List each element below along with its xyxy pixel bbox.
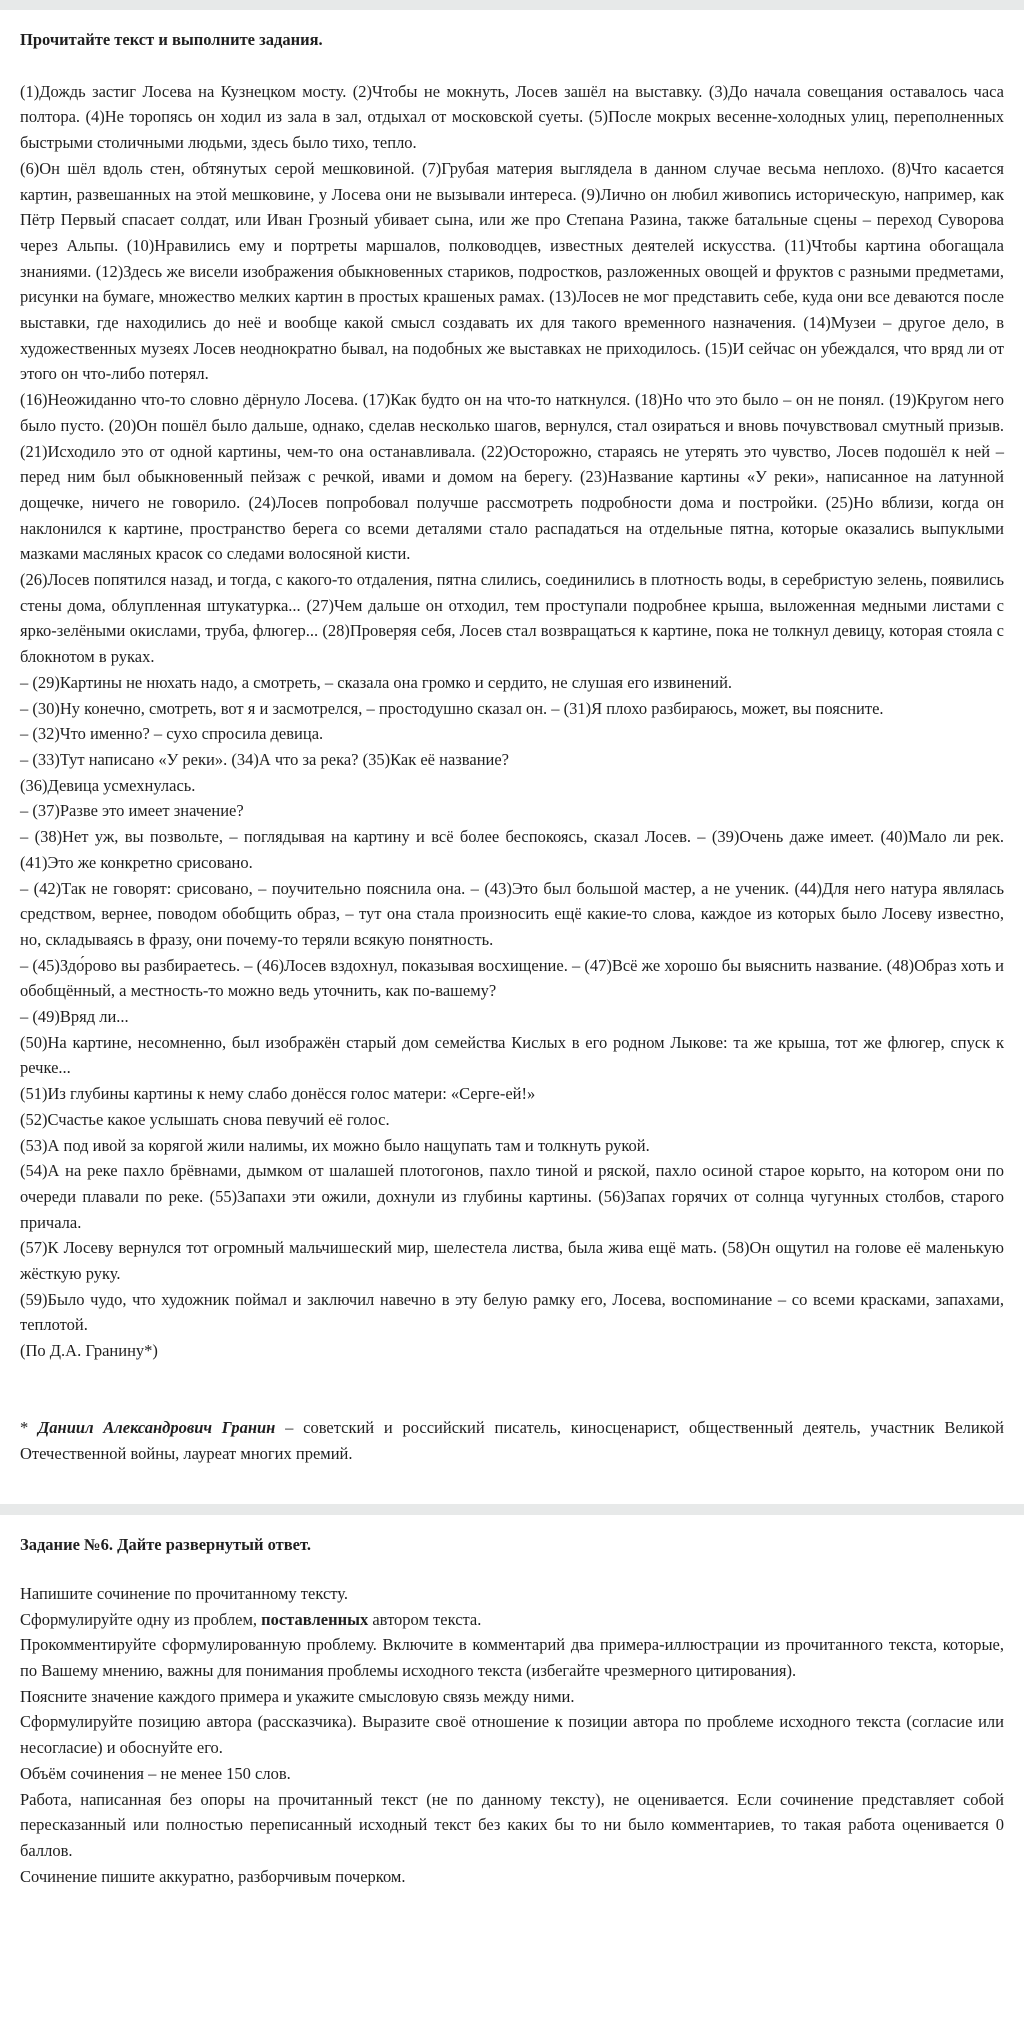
dialogue-line: – (33)Тут написано «У реки». (34)А что за река? (35)Как её название? [20,749,509,769]
formulate-text-before: Сформулируйте одну из проблем, [20,1609,262,1629]
text-paragraph: (54)А на реке пахло брёвнами, дымком от шалашей плотогонов, пахло тиной и ряской, пахло осиной старое корыто, на котором они по очереди плавали по реке. (55)Запахи эти ожили, дохнули из глубины картины. (56)Запах горячих от солнца чугунных столбов, старого причала. [20,1161,1004,1232]
task-heading: Задание №6. Дайте развернутый ответ. [20,1535,311,1555]
dialogue-line: – (30)Ну конечно, смотреть, вот я и засмотрелся, – простодушно сказал он. – (31)Я плохо разбираюсь, может, вы поясните. [20,698,884,718]
dialogue-line: – (49)Вряд ли... [20,1007,129,1027]
text-paragraph: (36)Девица усмехнулась. [20,775,196,795]
formulate-text-after: автором текста. [368,1609,482,1629]
text-paragraph: (50)На картине, несомненно, был изображён старый дом семейства Кислых в его родном Лыкове: та же крыша, тот же флюгер, спуск к речке... [20,1032,1004,1078]
task-instructions [20,1581,1004,1889]
task-line-warning: Работа, написанная без опоры на прочитанный текст (не по данному тексту), не оценивается. Если сочинение представляет собой пересказанный или полностью переписанный исходный текст без каких бы то ни было комментариев, то такая работа оценивается 0 баллов. [20,1789,1004,1860]
reading-text-section [0,10,1024,1504]
dialogue-line: – (37)Разве это имеет значение? [20,801,244,821]
text-paragraph: (57)К Лосеву вернулся тот огромный мальчишеский мир, шелестела листва, была жива ещё мать. (58)Он ощутил на голове её маленькую жёсткую руку. [20,1238,1004,1284]
text-paragraph: (53)А под ивой за корягой жили налимы, их можно было нащупать там и толкнуть рукой. [20,1135,650,1155]
task-line-volume: Объём сочинения – не менее 150 слов. [20,1763,291,1783]
task-line-write: Напишите сочинение по прочитанному тексту. [20,1583,348,1603]
dialogue-line: – (45)Здо́рово вы разбираетесь. – (46)Лосев вздохнул, показывая восхищение. – (47)Всё же хорошо бы выяснить название. (48)Образ хоть и обобщённый, а местность-то можно ведь уточнить, как по-вашему? [20,955,1004,1001]
reading-text [20,79,1004,1364]
text-paragraph: (52)Счастье какое услышать снова певучий её голос. [20,1109,390,1129]
text-paragraph: (59)Было чудо, что художник поймал и заключил навечно в эту белую рамку его, Лосева, воспоминание – со всеми красками, запахами, теплотой. [20,1289,1004,1335]
task-line-explain: Поясните значение каждого примера и укажите смысловую связь между ними. [20,1686,575,1706]
task-line-position: Сформулируйте позицию автора (рассказчика). Выразите своё отношение к позиции автора по проблеме исходного текста (согласие или несогласие) и обоснуйте его. [20,1712,1004,1758]
footnote-description: – советский и российский писатель, киносценарист, общественный деятель, участник Великой Отечественной войны, лауреат многих премий. [20,1417,1004,1463]
footnote-asterisk: * [20,1417,39,1437]
dialogue-line: – (29)Картины не нюхать надо, а смотреть, – сказала она громко и сердито, не слушая его извинений. [20,672,733,692]
text-paragraph: (1)Дождь застиг Лосева на Кузнецком мосту. (2)Чтобы не мокнуть, Лосев зашёл на выставку. (3)До начала совещания оставалось часа полтора. (4)Не торопясь он ходил из зала в зал, отдыхал от московской суеты. (5)После мокрых весенне-холодных улиц, переполненных быстрыми столичными людьми, здесь было тихо, тепло. [20,81,1004,153]
task-line-neat: Сочинение пишите аккуратно, разборчивым почерком. [20,1866,406,1886]
text-paragraph: (51)Из глубины картины к нему слабо донёсся голос матери: «Серге-ей!» [20,1084,536,1104]
dialogue-line: – (38)Нет уж, вы позвольте, – поглядывая на картину и всё более беспокоясь, сказал Лосев. – (39)Очень даже имеет. (40)Мало ли рек. (41)Это же конкретно срисовано. [20,827,1004,872]
dialogue-line: – (32)Что именно? – сухо спросила девица. [20,724,324,744]
instruction-heading: Прочитайте текст и выполните задания. [20,30,323,49]
task-section [0,1515,1024,2019]
text-attribution: (По Д.А. Гранину*) [20,1341,158,1361]
task-line-formulate [20,1607,1004,1633]
formulate-text-bold: поставленных [261,1609,369,1629]
author-name: Даниил Александрович Гранин [38,1417,276,1437]
dialogue-line: – (42)Так не говорят: срисовано, – поучительно пояснила она. – (43)Это был большой мастер, а не ученик. (44)Для него натура являлась средством, вернее, поводом обобщить образ, – тут она стала произносить ещё какие-то слова, каждое из которых было Лосеву известно, но, складываясь в фразу, они почему-то теряли всякую понятность. [20,878,1004,949]
task-line-comment: Прокомментируйте сформулированную проблему. Включите в комментарий два примера-иллюстрации из прочитанного текста, которые, по Вашему мнению, важны для понимания проблемы исходного текста (избегайте чрезмерного цитирования). [20,1635,1004,1681]
text-paragraph: (26)Лосев попятился назад, и тогда, с какого-то отдаления, пятна слились, соединились в плотность воды, в серебристую зелень, появились стены дома, облупленная штукатурка... (27)Чем дальше он отходил, тем проступали подробнее крыша, выложенная медными листами с ярко-зелёными окислами, труба, флюгер... (28)Проверяя себя, Лосев стал возвращаться к картине, пока не толкнул девицу, которая стояла с блокнотом в руках. [20,570,1004,667]
top-page-band [0,0,1024,10]
text-paragraph: (16)Неожиданно что-то словно дёрнуло Лосева. (17)Как будто он на что-то наткнулся. (18)Но что это было – он не понял. (19)Кругом него было пусто. (20)Он пошёл было дальше, однако, сделав несколько шагов, вернулся, стал озираться и вновь почувствовал смутный призыв. (21)Исходило это от одной картины, чем-то она останавливала. (22)Осторожно, стараясь не утерять это чувство, Лосев подошёл к ней – перед ним был обыкновенный пейзаж с речкой, ивами и домом на берегу. (23)Название картины «У реки», написанное на латунной дощечке, ничего не говорило. (24)Лосев попробовал получше рассмотреть подробности дома и постройки. (25)Но вблизи, когда он наклонился к картине, пространство берега со всеми деталями стало распадаться на отдельные пятна, которые оказались выпуклыми мазками масляных красок со следами волосяной кисти. [20,390,1004,564]
section-divider [0,1504,1024,1515]
author-footnote [20,1415,1004,1466]
text-paragraph: (6)Он шёл вдоль стен, обтянутых серой мешковиной. (7)Грубая материя выглядела в данном случае весьма неплохо. (8)Что касается картин, развешанных на этой мешковине, у Лосева они не вызывали интереса. (9)Лично он любил живопись историческую, например, как Пётр Первый спасает солдат, или Иван Грозный убивает сына, или же про Степана Разина, также батальные сцены – переход Суворова через Альпы. (10)Нравились ему и портреты маршалов, полководцев, известных деятелей искусства. (11)Чтобы картина обогащала знаниями. (12)Здесь же висели изображения обыкновенных стариков, подростков, разложенных овощей и фруктов с разными предметами, рисунки на бумаге, множество мелких картин в простых крашеных рамах. (13)Лосев не мог представить себе, куда они все деваются после выставки, где находились до неё и вообще какой смысл создавать их для такого временного назначения. (14)Музеи – другое дело, в художественных музеях Лосев неоднократно бывал, на подобных же выставках не приходилось. (15)И сейчас он убеждался, что вряд ли от этого он что-либо потерял. [20,158,1004,384]
